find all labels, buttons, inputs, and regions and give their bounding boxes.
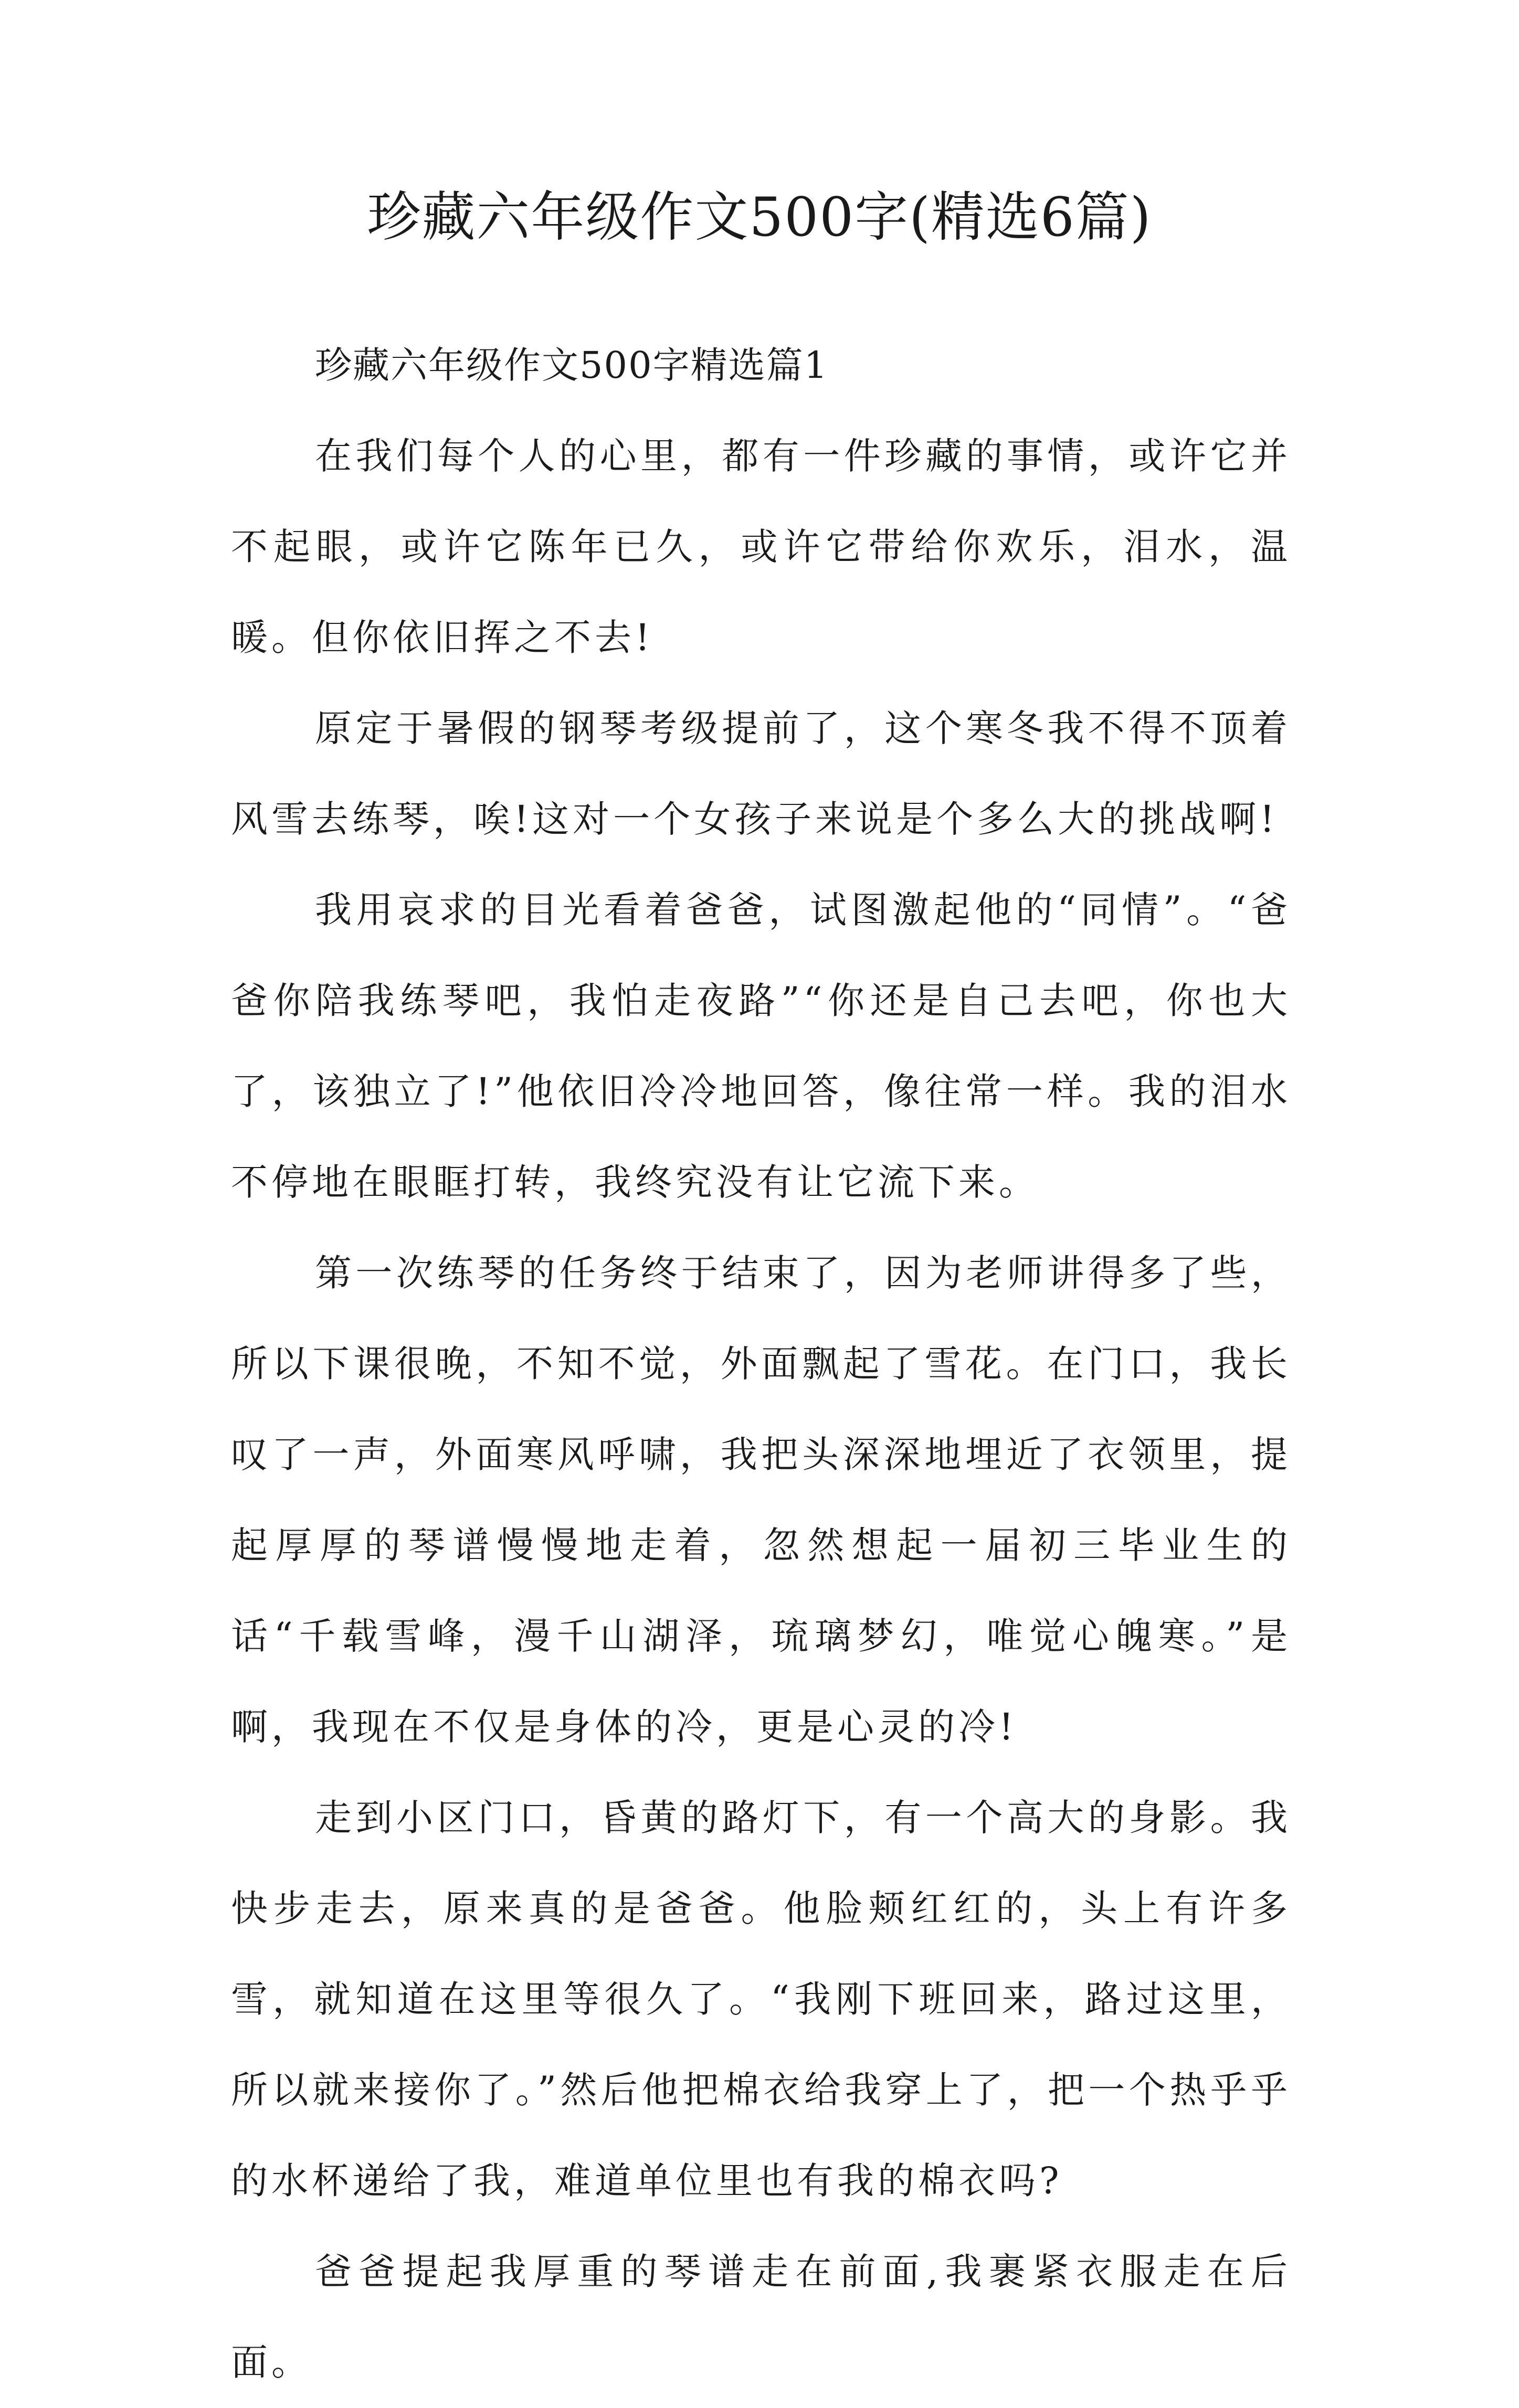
paragraph: 走到小区门口，昏黄的路灯下，有一个高大的身影。我快步走去，原来真的是爸爸。他脸颊红红的，头上有许多雪，就知道在这里等很久了。“我刚下班回来，路过这里，所以就来接你了。”然后他把棉衣给我穿上了，把一个热乎乎的水杯递给了我，难道单位里也有我的棉衣吗? bbox=[231, 1796, 1291, 2202]
paragraph: 在我们每个人的心里，都有一件珍藏的事情，或许它并不起眼，或许它陈年已久，或许它带给你欢乐，泪水，温暖。但你依旧挥之不去! bbox=[231, 434, 1291, 659]
paragraph: 爸爸提起我厚重的琴谱走在前面,我裹紧衣服走在后面。 bbox=[231, 2250, 1291, 2384]
document-title: 珍藏六年级作文500字(精选6篇) bbox=[367, 186, 1152, 249]
document-body bbox=[231, 320, 1291, 2408]
paragraph: 第一次练琴的任务终于结束了，因为老师讲得多了些，所以下课很晚，不知不觉，外面飘起了雪花。在门口，我长叹了一声，外面寒风呼啸，我把头深深地埋近了衣领里，提起厚厚的琴谱慢慢地走着，忽然想起一届初三毕业生的话“千载雪峰，漫千山湖泽，琉璃梦幻，唯觉心魄寒。”是啊，我现在不仅是身体的冷，更是心灵的冷! bbox=[231, 1251, 1291, 1748]
paragraph: 原定于暑假的钢琴考级提前了，这个寒冬我不得不顶着风雪去练琴，唉!这对一个女孩子来说是个多么大的挑战啊! bbox=[231, 707, 1291, 841]
paragraph: 我用哀求的目光看着爸爸，试图激起他的“同情”。“爸爸你陪我练琴吧，我怕走夜路”“你还是自己去吧，你也大了，该独立了!”他依旧冷冷地回答，像往常一样。我的泪水不停地在眼眶打转，我终究没有让它流下来。 bbox=[231, 888, 1291, 1204]
section-title: 珍藏六年级作文500字精选篇1 bbox=[315, 344, 829, 387]
